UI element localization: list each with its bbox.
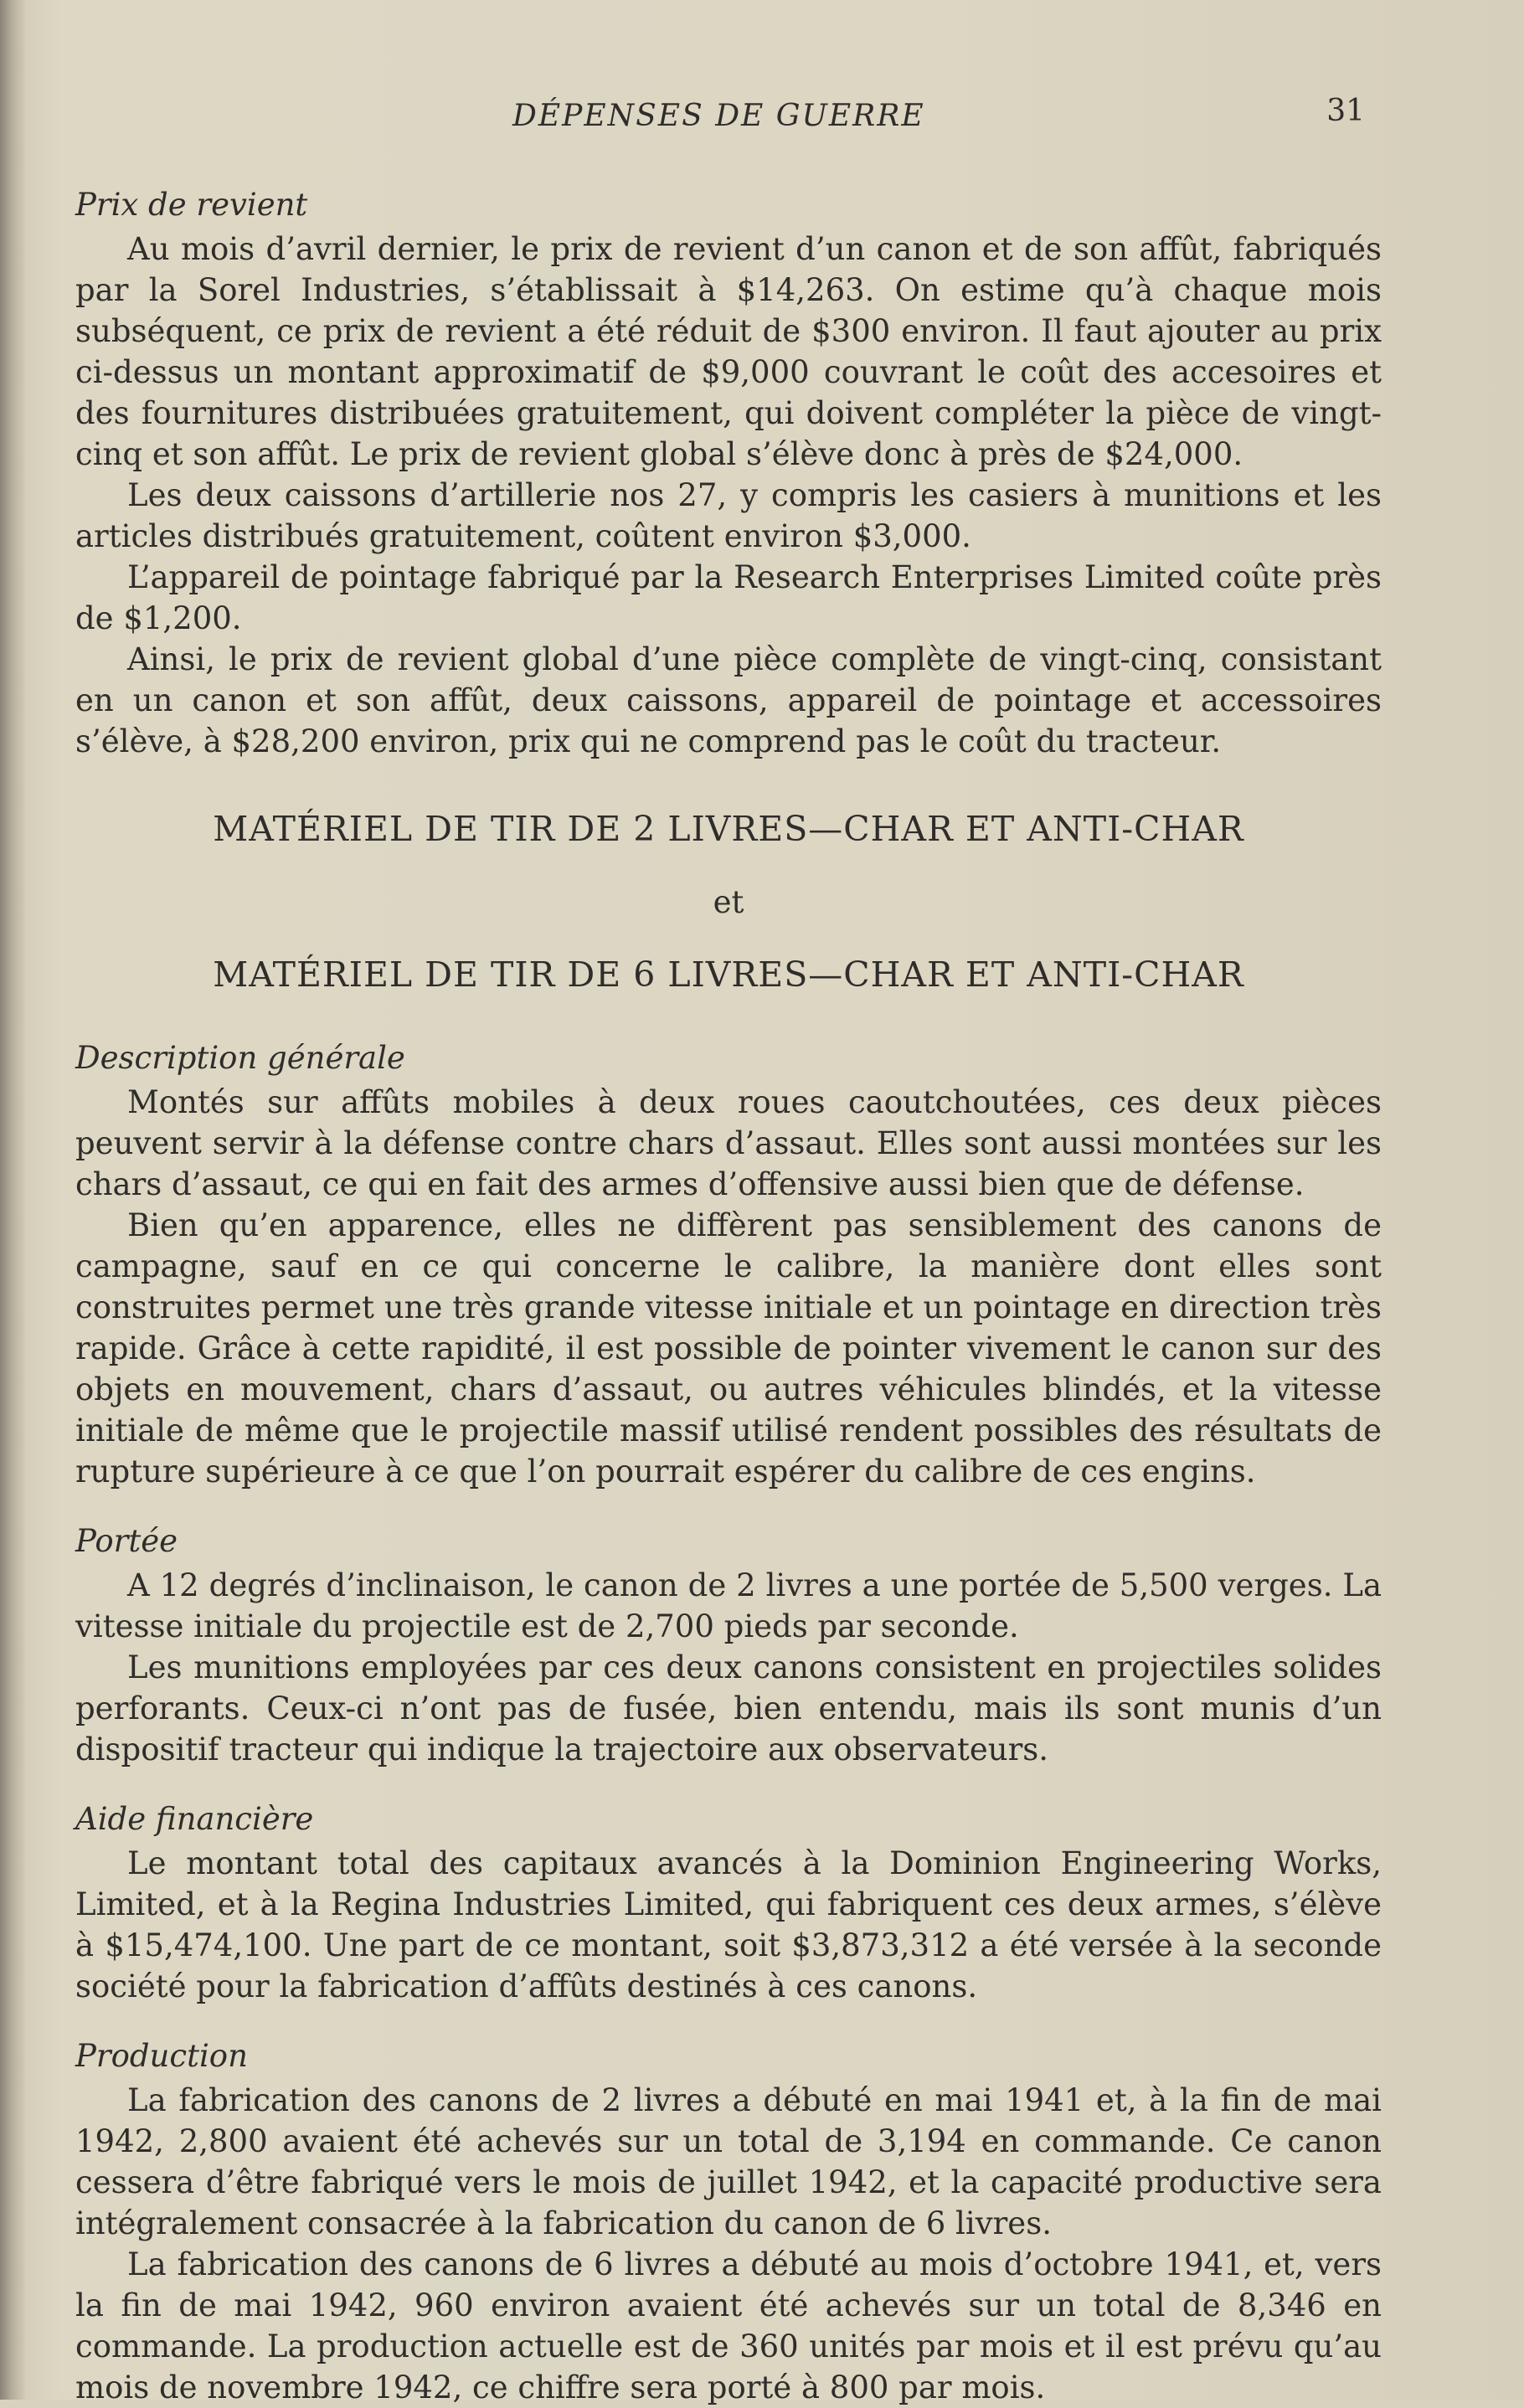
paragraph: Ainsi, le prix de revient global d’une pièce complète de vingt-cinq, consistant en un canon et son affût, deux caissons, appareil de pointage et accessoires s’élève, à $28,200 environ, prix qui ne comprend pas le coût du tracteur. — [75, 641, 1382, 759]
page-content — [75, 184, 1382, 2408]
paragraph: Les munitions employées par ces deux canons consistent en projectiles solides perforants. Ceux-ci n’ont pas de fusée, bien entendu, mais ils sont munis d’un dispositif tracteur qui indique la trajectoire aux observateurs. — [75, 1649, 1382, 1767]
paragraph: A 12 degrés d’inclinaison, le canon de 2 livres a une portée de 5,500 verges. La vitesse initiale du projectile est de 2,700 pieds par seconde. — [75, 1567, 1382, 1644]
main-title-connector: et — [713, 884, 744, 920]
page-binding-edge — [0, 0, 25, 2400]
paragraph: Au mois d’avril dernier, le prix de revient d’un canon et de son affût, fabriqués par la Sorel Industries, s’établissait à $14,263. On estime qu’à chaque mois subséquent, ce prix de revient a été réduit de $300 environ. Il faut ajouter au prix ci-dessus un montant approximatif de $9,000 couvrant le coût des accesoires et des fournitures distribuées gratuitement, qui doivent compléter la pièce de vingt-cinq et son affût. Le prix de revient global s’élève donc à près de $24,000. — [75, 231, 1382, 472]
section-heading-cost: Prix de revient — [75, 187, 308, 223]
section-heading-description: Description générale — [75, 1040, 405, 1076]
paragraph: Le montant total des capitaux avancés à la Dominion Engineering Works, Limited, et à la Regina Industries Limited, qui fabriquent ces deux armes, s’élève à $15,474,100. Une part de ce montant, soit $3,873,312 a été versée à la seconde société pour la fabrication d’affûts destinés à ces canons. — [75, 1845, 1382, 2004]
paragraph: L’appareil de pointage fabriqué par la Research Enterprises Limited coûte près de $1,200. — [75, 559, 1382, 636]
section-heading-financial: Aide financière — [75, 1801, 314, 1837]
main-title-block — [75, 809, 1382, 996]
running-title: DÉPENSES DE GUERRE — [512, 99, 925, 133]
main-title-line-2: MATÉRIEL DE TIR DE 6 LIVRES—CHAR ET ANTI-CHAR — [213, 954, 1244, 995]
page-header — [0, 94, 1524, 149]
paragraph: La fabrication des canons de 2 livres a débuté en mai 1941 et, à la fin de mai 1942, 2,800 avaient été achevés sur un total de 3,194 en commande. Ce canon cessera d’être fabriqué vers le mois de juillet 1942, et la capacité productive sera intégralement consacrée à la fabrication du canon de 6 livres. — [75, 2082, 1382, 2241]
paragraph: La fabrication des canons de 6 livres a débuté au mois d’octobre 1941, et, vers la fin de mai 1942, 960 environ avaient été achevés sur un total de 8,346 en commande. La production actuelle est de 360 unités par mois et il est prévu qu’au mois de novembre 1942, ce chiffre sera porté à 800 par mois. — [75, 2246, 1382, 2405]
section-heading-range: Portée — [75, 1523, 178, 1559]
paragraph: Les deux caissons d’artillerie nos 27, y compris les casiers à munitions et les articles distribués gratuitement, coûtent environ $3,000. — [75, 477, 1382, 554]
page-number: 31 — [1326, 94, 1365, 128]
paragraph: Montés sur affûts mobiles à deux roues caoutchoutées, ces deux pièces peuvent servir à la défense contre chars d’assaut. Elles sont aussi montées sur les chars d’assaut, ce qui en fait des armes d’offensive aussi bien que de défense. — [75, 1084, 1382, 1202]
section-heading-production: Production — [75, 2038, 248, 2074]
main-title-line-1: MATÉRIEL DE TIR DE 2 LIVRES—CHAR ET ANTI-CHAR — [213, 809, 1244, 849]
paragraph: Bien qu’en apparence, elles ne diffèrent pas sensiblement des canons de campagne, sauf en ce qui concerne le calibre, la manière dont elles sont construites permet une très grande vitesse initiale et un pointage en direction très rapide. Grâce à cette rapidité, il est possible de pointer vivement le canon sur des objets en mouvement, chars d’assaut, ou autres véhicules blindés, et la vitesse initiale de même que le projectile massif utilisé rendent possibles des résultats de rupture supérieure à ce que l’on pourrait espérer du calibre de ces engins. — [75, 1207, 1382, 1490]
